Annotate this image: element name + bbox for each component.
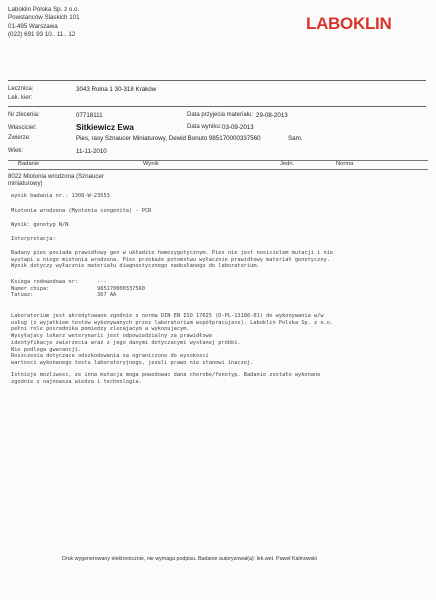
- results-table-header: [8, 160, 428, 170]
- company-address: [8, 6, 80, 40]
- interpretation-label: Interpretacja:: [11, 236, 56, 242]
- wynik-badania-nr: wynik badania nr.: 1308-W-23553: [11, 193, 110, 199]
- genotype-result: Wynik: genotyp N/N: [11, 222, 69, 228]
- final-note: Istnieje mozliwosc, ze inna mutacja moga powodowac dana chorobe/fenotyp. Badanie zostało wykonane zgodnie z najnowsza wiedza i technologia.: [11, 372, 321, 385]
- company-phone: (022) 691 93 10.. 11.. 12: [8, 31, 76, 39]
- data-przyjecia-label: Data przyjecia materiału:: [187, 112, 254, 118]
- divider: [8, 80, 426, 81]
- wlasciciel-label: Własciciel:: [8, 125, 37, 131]
- wiek-value: 11-11-2010: [76, 148, 107, 155]
- company-city: 01-495 Warszawa: [8, 22, 58, 30]
- nr-zlecenia-label: Nr zlecenia:: [8, 112, 40, 118]
- data-przyjecia-value: 29-08-2013: [256, 112, 288, 119]
- company-street: Powstanców Slaskich 101: [8, 14, 80, 22]
- animal-identifiers: Ksiega rodowodowa nr: --- Numer chipa: 985170000337560 Tatuaz: 367 AA: [11, 279, 145, 299]
- laboklin-logo: LABOKLIN: [306, 14, 392, 33]
- test-title: 8022 Miotonia wrodzona (Sznaucer miniaturowy): [8, 173, 104, 188]
- nr-zlecenia-value: 07718111: [76, 112, 103, 119]
- col-jedn: Jedn.: [280, 161, 295, 167]
- divider: [8, 106, 426, 107]
- col-wynik: Wynik: [143, 161, 159, 167]
- company-name: Laboklin Polska Sp. z o.o.: [8, 6, 80, 13]
- animal-sex: Sam.: [288, 135, 303, 142]
- lek-kier-label: Lek. kier:: [8, 95, 33, 101]
- lecznica-value: 3043 Rolna 1 30-318 Kraków: [76, 86, 157, 93]
- col-badanie: Badanie: [18, 161, 40, 167]
- wiek-label: Wiek:: [8, 148, 23, 154]
- accreditation-text: Laboratorium jest akredytowane zgodnie z norma DIN EN ISO 17025 (D-PL-13186-01) do wykonywania w/w usług (z wyjatkiem testów wykonywanych przez laboratorium współpracujace). Laboklin Polska Sp. z o.o. pełni role posrednika pomiedzy zlecajacym a wykonujacym. Wysyłajacy lekarz weterynarii jest odpowiedzialny za prawidłowa identyfikacje zwierzecia wraz z jego danymi dotyczacymi wysłanej próbki. Nie podlega gwarancji. Roszczenia dotyczace odszkodowania sa ograniczone do wysokosci wartosci wykonanego testu laboratoryjnego, jezeli prawo nie stanowi inaczej.: [11, 313, 334, 366]
- owner-name: Sitkiewicz Ewa: [76, 123, 134, 132]
- lecznica-label: Lecznica:: [8, 86, 34, 92]
- data-wyniku-label: Data wyniku:: [187, 124, 222, 130]
- interpretation-text: Badany pies posiada prawidłowy gen w układzie homozygotycznym. Pies nie jest nosicielem mutacji i nie wystapi u niego miotonia wrodzona. Pies przekaże potomstwu wyłacznie prawidłowy materiał genetyczny. Wynik dotyczy wyłacznie materiału diagnostycznego nadesłanego do laboratorium.: [11, 250, 334, 270]
- data-wyniku-value: 03-09-2013: [222, 124, 254, 131]
- col-norma: Norma: [336, 161, 354, 167]
- zwierze-label: Zwierze:: [8, 135, 31, 141]
- method-line: Miotonia wrodzona (Myotonia congenita) - PCR: [11, 208, 152, 214]
- footer-note: Druk wygenerowany elektronicznie, nie wymaga podpisu. Badanie autoryzował(a): lek.wet. Paweł Kalinowski: [62, 556, 317, 562]
- animal-value: Pies, rasy Sznaucer Miniaturowy, Dewid Bonuto 985170000337560: [76, 135, 261, 142]
